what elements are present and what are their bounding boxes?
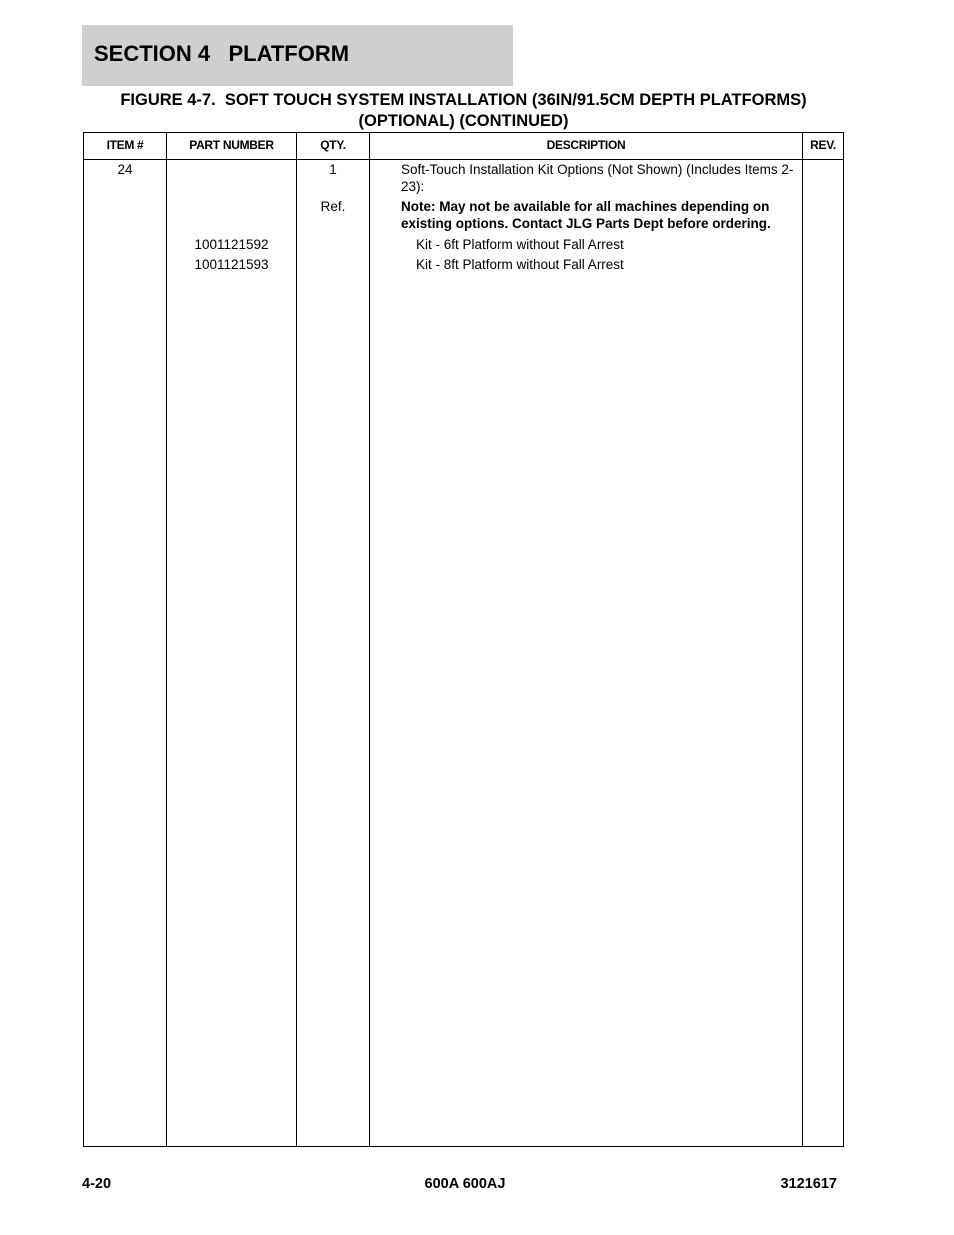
section-title: SECTION 4 PLATFORM — [94, 41, 350, 66]
table-header-row — [84, 133, 843, 160]
figure-title-line-2: (OPTIONAL) (CONTINUED) — [358, 112, 569, 130]
figure-title — [83, 90, 844, 132]
parts-table — [83, 132, 844, 1147]
row-1-qty: 1 — [329, 162, 337, 177]
footer-model: 600A 600AJ — [424, 1176, 506, 1192]
header-rev: REV. — [810, 138, 836, 152]
figure-title-line-1: FIGURE 4-7. SOFT TOUCH SYSTEM INSTALLATION (36IN/91.5CM DEPTH PLATFORMS) — [120, 91, 807, 109]
row-1-description: Soft-Touch Installation Kit Options (Not Shown) (Includes Items 2-23): — [401, 162, 794, 194]
row-2-note: Note: May not be available for all machines depending on existing options. Contact JLG Parts Dept before ordering. — [401, 199, 771, 231]
column-divider — [369, 133, 370, 1146]
footer-doc-number: 3121617 — [780, 1176, 837, 1192]
row-4-part-number: 1001121593 — [194, 257, 269, 272]
row-1-item: 24 — [117, 162, 133, 177]
row-4-description: Kit - 8ft Platform without Fall Arrest — [416, 257, 624, 272]
row-3-description: Kit - 6ft Platform without Fall Arrest — [416, 237, 624, 252]
header-description: DESCRIPTION — [546, 138, 626, 152]
header-part-number: PART NUMBER — [189, 138, 274, 152]
footer-page-number: 4-20 — [82, 1176, 112, 1192]
column-divider — [166, 133, 167, 1146]
column-divider — [296, 133, 297, 1146]
column-divider — [802, 133, 803, 1146]
row-2-qty: Ref. — [320, 199, 346, 214]
header-item: ITEM # — [106, 138, 144, 152]
row-3-part-number: 1001121592 — [194, 237, 269, 252]
section-header — [82, 25, 513, 86]
header-qty: QTY. — [320, 138, 346, 152]
